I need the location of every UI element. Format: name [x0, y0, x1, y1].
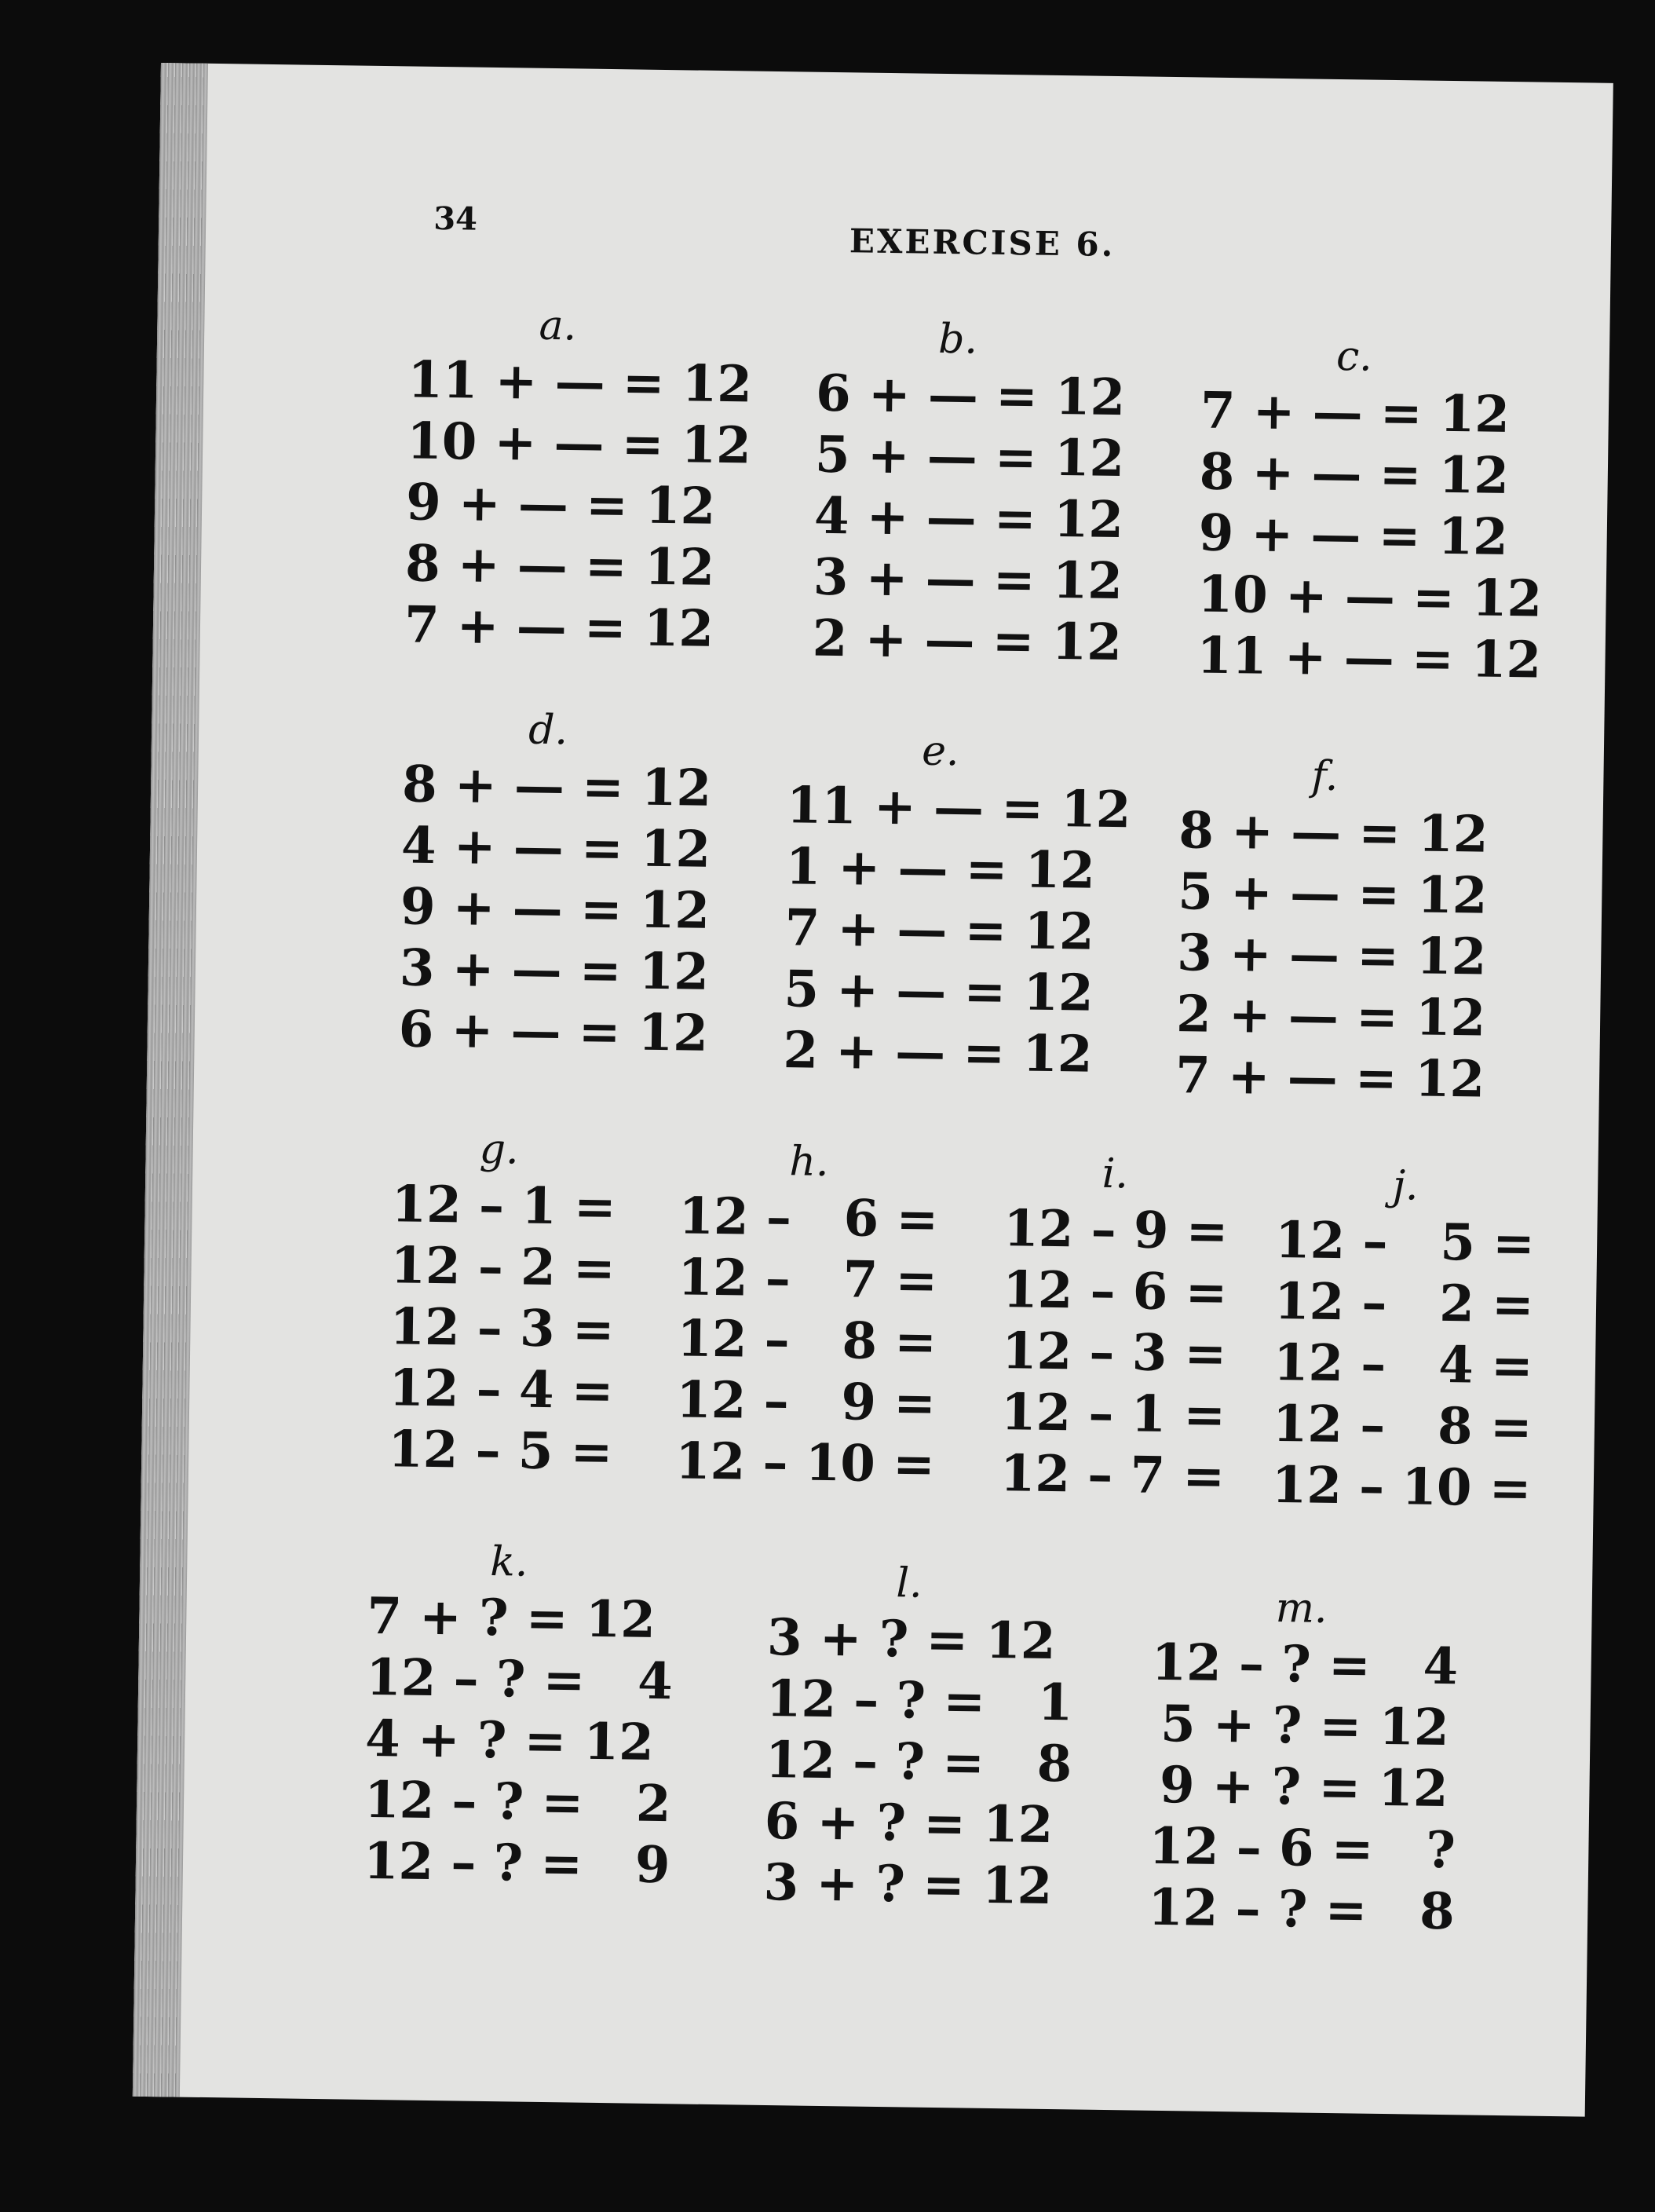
exercise-group-l [763, 1556, 1073, 1918]
problem-line: 12 – 8 = [1272, 1394, 1533, 1457]
problem-line: 12 – 5 = [1274, 1210, 1536, 1274]
problem-line: 1 + — = 12 [785, 837, 1096, 901]
problem-line: 12 – 10 = [1271, 1455, 1532, 1519]
problem-line: 7 + — = 12 [1200, 381, 1511, 445]
problem-line: 8 + — = 12 [1178, 801, 1489, 865]
page-number: 34 [433, 199, 478, 238]
problem-line: 2 + — = 12 [812, 609, 1123, 673]
problem-line: 12 – 7 = [677, 1248, 938, 1311]
problem-line: 6 + — = 12 [815, 364, 1126, 428]
problem-line: 12 – 4 = [1273, 1333, 1534, 1396]
problem-line: 3 + — = 12 [399, 938, 710, 1002]
problem-line: 11 + — = 12 [1196, 626, 1542, 690]
problem-line: 5 + — = 12 [784, 960, 1094, 1023]
group-letter: i. [1102, 1150, 1129, 1198]
problem-line: 3 + — = 12 [813, 547, 1123, 612]
problem-line: 12 – ? = 2 [364, 1770, 672, 1834]
exercise-group-c [1196, 329, 1543, 691]
problem-line: 12 – ? = 8 [1147, 1877, 1456, 1942]
problem-line: 5 + — = 12 [814, 425, 1125, 489]
exercise-group-g [377, 1122, 617, 1483]
problem-line: 8 + — = 12 [1199, 442, 1510, 506]
problem-line: 8 + — = 12 [404, 534, 715, 598]
problem-line: 7 + — = 12 [784, 898, 1095, 962]
problem-line: 12 – 1 = [391, 1175, 617, 1238]
problem-line: 11 + — = 12 [786, 776, 1131, 840]
page-title: EXERCISE 6. [849, 221, 1116, 264]
problem-line: 5 + — = 12 [1177, 862, 1488, 926]
problem-line: 11 + — = 12 [407, 350, 753, 415]
exercise-group-b [812, 312, 1126, 674]
problem-line: 12 – 9 = [1003, 1199, 1229, 1262]
problem-line: 7 + — = 12 [404, 595, 714, 659]
group-letter: h. [789, 1138, 829, 1186]
group-letter: b. [937, 315, 978, 364]
problem-line: 6 + ? = 12 [764, 1791, 1054, 1856]
problem-line: 12 – 1 = [1000, 1383, 1226, 1446]
exercise-group-f [1175, 748, 1489, 1110]
group-letter: m. [1275, 1585, 1328, 1632]
group-letter: k. [489, 1538, 528, 1586]
problem-line: 9 + — = 12 [405, 473, 716, 536]
problem-line: 9 + — = 12 [400, 877, 711, 941]
problem-line: 12 – 2 = [1273, 1271, 1535, 1335]
problem-line: 12 – 6 = [678, 1186, 939, 1249]
exercise-group-m [1147, 1581, 1459, 1943]
problem-line: 12 – 4 = [388, 1358, 614, 1421]
problem-line: 3 + ? = 12 [763, 1852, 1053, 1917]
exercise-group-d [398, 702, 712, 1064]
group-letter: d. [528, 706, 568, 755]
group-letter: c. [1335, 332, 1373, 381]
problem-line: 12 – ? = 4 [365, 1647, 674, 1712]
problem-line: 12 – 3 = [389, 1297, 616, 1360]
problem-line: 12 – ? = 1 [765, 1669, 1073, 1733]
problem-line: 4 + — = 12 [813, 486, 1124, 550]
problem-line: 7 + ? = 12 [366, 1586, 656, 1650]
group-letter: e. [921, 727, 959, 776]
exercise-group-e [782, 723, 1131, 1085]
group-letter: g. [479, 1125, 520, 1174]
problem-line: 12 – 3 = [1001, 1322, 1227, 1384]
problem-line: 3 + ? = 12 [766, 1607, 1057, 1672]
group-letter: j. [1392, 1162, 1419, 1210]
problem-line: 7 + — = 12 [1175, 1046, 1485, 1110]
exercise-group-i [996, 1146, 1229, 1508]
problem-line: 9 + ? = 12 [1159, 1755, 1449, 1819]
problem-line: 3 + — = 12 [1176, 923, 1487, 987]
problem-line: 10 + — = 12 [406, 411, 752, 476]
problem-line: 12 – 10 = [674, 1431, 936, 1494]
problem-line: 12 – 6 = [1002, 1260, 1228, 1323]
problem-line: 12 – 8 = [676, 1309, 937, 1372]
problem-line: 10 + — = 12 [1197, 565, 1543, 629]
problem-line: 9 + — = 12 [1198, 503, 1509, 568]
problem-line: 4 + — = 12 [400, 816, 711, 879]
exercise-group-j [1271, 1158, 1535, 1520]
book-spine [133, 63, 208, 2097]
exercise-group-h [675, 1134, 939, 1496]
problem-line: 12 – 5 = [387, 1420, 613, 1483]
problem-line: 8 + — = 12 [401, 755, 712, 818]
group-letter: f. [1311, 752, 1339, 801]
problem-line: 12 – 7 = [999, 1444, 1226, 1507]
problem-line: 2 + — = 12 [782, 1021, 1093, 1084]
exercise-group-k [363, 1534, 674, 1896]
problem-line: 12 – 9 = [675, 1370, 937, 1433]
book-page [133, 63, 1613, 2117]
problem-line: 5 + ? = 12 [1160, 1694, 1450, 1758]
problem-line: 12 – 6 = ? [1148, 1816, 1456, 1881]
group-letter: a. [539, 302, 577, 350]
problem-line: 4 + ? = 12 [364, 1709, 655, 1772]
problem-line: 12 – ? = 4 [1151, 1632, 1459, 1697]
exercise-group-a [404, 298, 753, 660]
problem-line: 12 – ? = 8 [765, 1730, 1072, 1794]
problem-line: 12 – 2 = [390, 1236, 616, 1299]
problem-line: 12 – ? = 9 [363, 1831, 670, 1896]
problem-line: 6 + — = 12 [398, 1000, 709, 1063]
group-letter: l. [896, 1559, 923, 1607]
problem-line: 2 + — = 12 [1175, 985, 1486, 1048]
